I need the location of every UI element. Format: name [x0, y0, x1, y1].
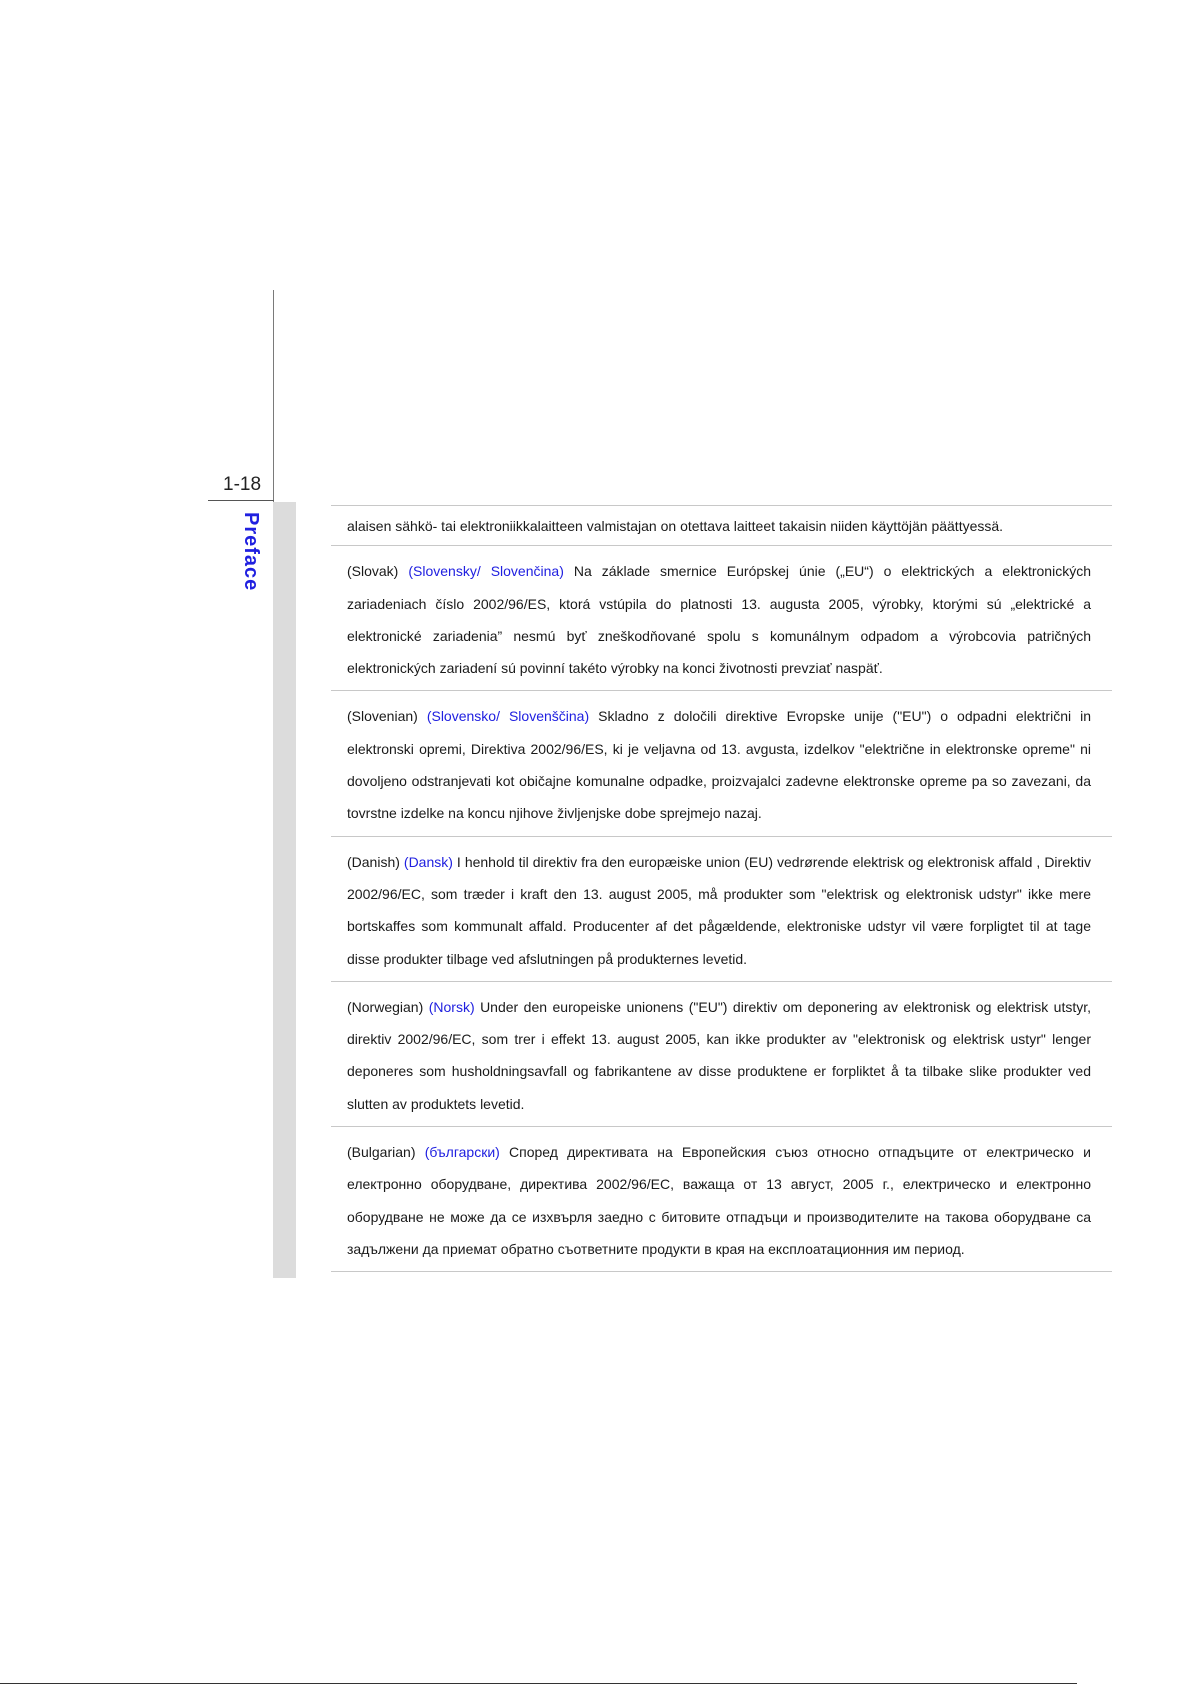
- margin-grey-strip: [273, 502, 296, 1278]
- entry-norwegian: [331, 982, 1112, 1127]
- language-name: (Bulgarian): [347, 1144, 425, 1161]
- text-table: [331, 505, 1112, 1272]
- language-name: (Danish): [347, 853, 404, 870]
- page-number: 1-18: [223, 474, 262, 495]
- entry-text: I henhold til direktiv fra den europæiske union (EU) vedrørende elektrisk og elektronisk affald , Direktiv 2002/96/EC, som træder i kraft den 13. august 2005, må produkter som "elektrisk og elektronisk udstyr" ikke mere bortskaffes som kommunalt affald. Producenter af det pågældende, elektroniske udstyr vil være forpligtet til at tage disse produkter tilbage ved afslutningen på produkternes levetid.: [347, 853, 1091, 967]
- entry-text: Na základe smernice Európskej únie („EU“) o elektrických a elektronických zariadeniach číslo 2002/96/ES, ktorá vstúpila do platnosti 13. augusta 2005, výrobky, ktorými sú „elektrické a elektronické zariadenia” nesmú byť zneškodňované spolu s komunálnym odpadom a výrobcovia patričných elektronických zariadení sú povinní takéto výrobky na konci životnosti prevziať naspäť.: [347, 563, 1091, 677]
- native-language-name: (Slovensko/ Slovenščina): [426, 708, 590, 725]
- native-language-name: (български): [424, 1144, 500, 1161]
- entry-text: Under den europeiske unionens ("EU") direktiv om deponering av elektronisk og elektrisk utstyr, direktiv 2002/96/EC, som trer i effekt 13. august 2005, kan ikke produkter av "elektronisk og elektrisk ustyr" lenger deponeres som husholdningsavfall og fabrikantene av disse produktene er forpliktet å ta tilbake slike produkter ved slutten av produktets levetid.: [347, 998, 1091, 1112]
- footer-rule: [0, 1683, 1077, 1684]
- page-number-underline: [208, 500, 274, 501]
- language-name: (Norwegian): [347, 998, 429, 1015]
- language-name: (Slovenian): [347, 708, 427, 725]
- native-language-name: (Norsk): [428, 998, 475, 1015]
- entry-text: Skladno z določili direktive Evropske unije ("EU") o odpadni električni in elektronski opremi, Direktiva 2002/96/ES, ki je veljavna od 13. avgusta, izdelkov "električne in elektronske opreme" ni dovoljeno odstranjevati kot običajne komunalne odpadke, proizvajalci zadevne elektronske opreme pa so zavezani, da tovrstne izdelke na koncu njihove življenjske dobe sprejmejo nazaj.: [347, 708, 1091, 822]
- entry-finnish-continuation: [331, 505, 1112, 546]
- entry-bulgarian: [331, 1127, 1112, 1272]
- entry-slovak: [331, 546, 1112, 691]
- native-language-name: (Slovensky/ Slovenčina): [408, 563, 564, 580]
- entry-text: alaisen sähkö- tai elektroniikkalaitteen valmistajan on otettava laitteet takaisin niiden käyttöjän päättyessä.: [347, 518, 1004, 534]
- entry-text: Според директивата на Европейския съюз относно отпадъците от електрическо и електронно оборудване, директива 2002/96/EC, важаща от 13 август, 2005 г., електрическо и електронно оборудване не може да се изхвърля заедно с битовите отпадъци и производителите на такова оборудване са задължени да приемат обратно съответните продукти в края на експлоатационния им период.: [347, 1144, 1091, 1257]
- section-label: Preface: [240, 512, 262, 592]
- native-language-name: (Dansk): [403, 853, 453, 870]
- language-name: (Slovak): [347, 563, 409, 580]
- entry-slovenian: [331, 691, 1112, 836]
- entry-danish: [331, 837, 1112, 982]
